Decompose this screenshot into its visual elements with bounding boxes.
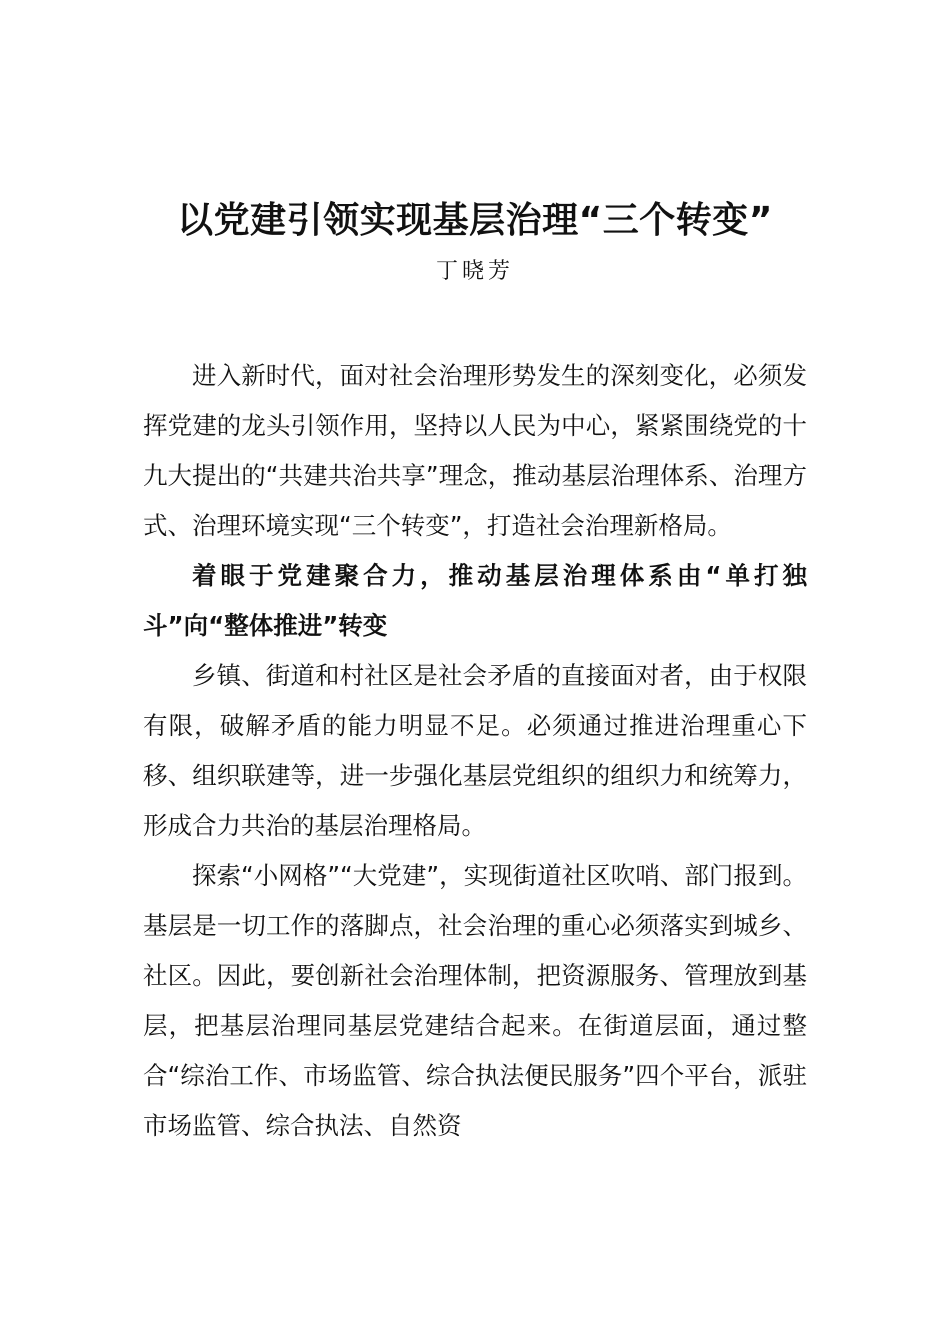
body-paragraph: 进入新时代，面对社会治理形势发生的深刻变化，必须发挥党建的龙头引领作用，坚持以人民为中心，紧紧围绕党的十九大提出的“共建共治共享”理念，推动基层治理体系、治理方式、治理环境实现“三个转变”，打造社会治理新格局。 <box>143 361 807 540</box>
body-paragraph: 乡镇、街道和村社区是社会矛盾的直接面对者，由于权限有限，破解矛盾的能力明显不足。必须通过推进治理重心下移、组织联建等，进一步强化基层党组织的组织力和统筹力，形成合力共治的基层治理格局。 <box>143 661 807 840</box>
body-paragraph: 探索“小网格”“大党建”，实现街道社区吹哨、部门报到。基层是一切工作的落脚点，社会治理的重心必须落实到城乡、社区。因此，要创新社会治理体制，把资源服务、管理放到基层，把基层治理同基层党建结合起来。在街道层面，通过整合“综治工作、市场监管、综合执法便民服务”四个平台，派驻市场监管、综合执法、自然资 <box>143 861 807 1140</box>
document-author: 丁晓芳 <box>435 259 514 284</box>
document-body <box>143 351 807 1151</box>
document-title: 以党建引领实现基层治理“三个转变” <box>177 200 773 241</box>
section-heading: 着眼于党建聚合力，推动基层治理体系由“单打独斗”向“整体推进”转变 <box>143 561 807 640</box>
